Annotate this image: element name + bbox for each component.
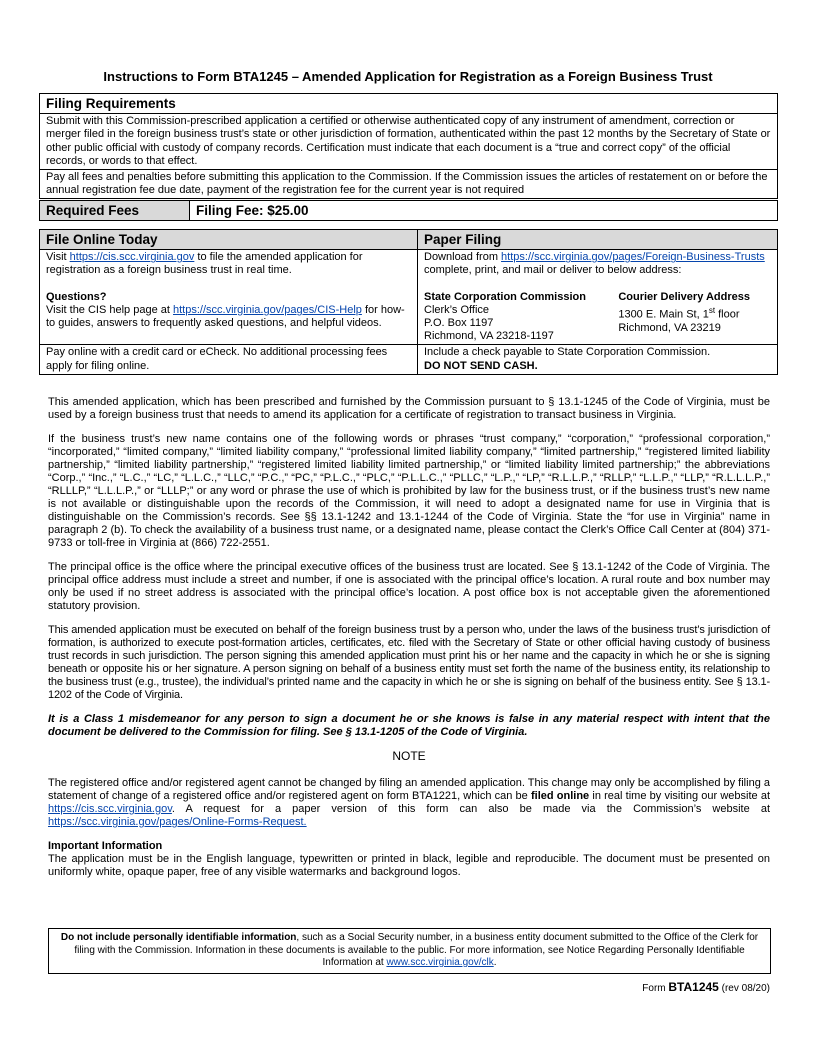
body-paragraph: This amended application must be executed on behalf of the foreign business trust by a person who, under the laws of the business trust’s jurisdiction of formation, is authorized to execute post-formation articles, certificates, etc. filed with the Secretary of State or other official having custody of business trust records in such jurisdiction. The person signing this amended application must print his or her name and the capacity in which he or she is signing beneath or opposite his or her signature. A person signing on behalf of a business entity must set forth the name of the business entity, its relationship to the business trust (e.g., trustee), the individual’s printed name and the capacity in which he or she is signing on behalf of the business entity. See § 13.1-1202 of the Code of Virginia. <box>48 624 770 701</box>
page-title: Instructions to Form BTA1245 – Amended Application for Registration as a Foreign Business Trust <box>103 69 713 84</box>
online-visit-text: Visit https://cis.scc.virginia.gov to file the amended application for registration as a foreign business trust in real time. <box>46 251 363 277</box>
filing-requirements-text-2: Pay all fees and penalties before submitting this application to the Commission. If the Commission issues the articles of restatement on or before the annual registration fee due date, payment of the registration fee for the current year is not required <box>40 170 778 199</box>
filing-fee-value: Filing Fee: $25.00 <box>190 201 778 221</box>
paper-download-link[interactable]: https://scc.virginia.gov/pages/Foreign-Business-Trusts <box>501 251 765 264</box>
paper-filing-header: Paper Filing <box>418 230 778 250</box>
clk-link[interactable]: www.scc.virginia.gov/clk <box>386 957 494 968</box>
courier-line: 1300 E. Main St, 1st floor <box>618 305 740 321</box>
important-info <box>48 840 770 879</box>
courier-address-title: Courier Delivery Address <box>618 290 750 303</box>
mailing-line: P.O. Box 1197 <box>424 317 494 330</box>
cis-link[interactable]: https://cis.scc.virginia.gov <box>69 251 195 264</box>
misdemeanor-warning: It is a Class 1 misdemeanor for any person to sign a document he or she knows is false in any material respect with intent that the document be delivered to the Commission for filing. See § 13.1-1205 of the Code of Virginia. <box>48 713 770 738</box>
mailing-address-title: State Corporation Commission <box>424 290 586 303</box>
note-paragraph: The registered office and/or registered agent cannot be changed by filing an amended application. This change may only be accomplished by filing a statement of change of a registered office and/or registered agent on form BTA1221, which can be filed online in real time by visiting our website at https://cis.scc.virginia.gov. A request for a paper version of this form can also be made via the Commission’s website at https://scc.virginia.gov/pages/Online-Forms-Request. <box>48 777 771 828</box>
form-number: BTA1245 <box>668 980 719 994</box>
forms-request-link[interactable]: https://scc.virginia.gov/pages/Online-Forms-Request. <box>48 816 307 828</box>
instructions-body <box>48 396 770 879</box>
cis-website-link[interactable]: https://cis.scc.virginia.gov <box>48 803 172 815</box>
paper-filing-details <box>418 250 778 345</box>
no-cash-warning: DO NOT SEND CASH. <box>424 359 538 372</box>
fees-table <box>39 200 778 221</box>
online-payment-text: Pay online with a credit card or eCheck. No additional processing fees apply for filing online. <box>40 345 418 374</box>
important-text: The application must be in the English language, typewritten or printed in black, legible and reproducible. The document must be presented on uniformly white, opaque paper, free of any visible watermarks and background logos. <box>48 853 770 878</box>
questions-title: Questions? <box>46 290 107 303</box>
form-footer: Form BTA1245 (rev 08/20) <box>642 980 770 994</box>
file-online-header: File Online Today <box>40 230 418 250</box>
body-paragraph: If the business trust’s new name contains one of the following words or phrases “trust company,” “corporation,” “professional corporation,” “incorporated,” “limited company,” “limited liability company,” “professional limited liability company,” “limited partnership,” “registered limited liability partnership,” “limited liability partnership,” “registered limited liability limited partnership,” or “limited liability limited partnership;” the abbreviations “Corp.,” “Inc.,” “L.C.,” “LC,” “L.L.C.,” “LLC,” “P.C.,” “PC,” “P.L.C.,” “PLC,” “P.L.L.C.,” “PLLC,” “L.P.,” “LP,” “R.L.L.P.,” “RLLP,” “L.L.P.,” “LLP,” “R.L.L.L.P.,” “RLLLP,” “L.L.L.P.,” or “LLLP;” or any word or phrase the use of which is prohibited by law for the business trust, or if the business trust’s new name is not available or distinguishable upon the records of the Commission, it will need to adopt a designated name for use in Virginia that is distinguishable on the Commission’s records. See §§ 13.1-1242 and 13.1-1244 of the Code of Virginia. State the “for use in Virginia” name in paragraph 2 (b). To check the availability of a business trust name, or a designated name, please contact the Clerk’s Office Call Center at (804) 371-9733 or toll-free in Virginia at (866) 722-2551. <box>48 433 770 549</box>
required-fees-label: Required Fees <box>40 201 190 221</box>
paper-payment-text: Include a check payable to State Corporation Commission. DO NOT SEND CASH. <box>418 345 778 374</box>
paper-download-text: Download from https://scc.virginia.gov/pages/Foreign-Business-Trusts complete, print, and mail or deliver to below address: <box>424 251 765 277</box>
body-paragraph: The principal office is the office where the principal executive offices of the business trust are located. See § 13.1-1242 of the Code of Virginia. The principal office address must include a street and number, if one is associated with the principal office’s location. A rural route and box number may only be used if no street address is associated with the principal office’s location. A post office box is not acceptable given the aforementioned statutory provision. <box>48 561 770 612</box>
mailing-address <box>424 291 591 344</box>
cis-help-link[interactable]: https://scc.virginia.gov/pages/CIS-Help <box>173 303 362 316</box>
important-title: Important Information <box>48 840 163 852</box>
filing-requirements-header: Filing Requirements <box>40 94 778 114</box>
body-paragraph: This amended application, which has been prescribed and furnished by the Commission pursuant to § 13.1-1245 of the Code of Virginia, must be used by a foreign business trust that needs to amend its application for a certificate of registration to transact business in Virginia. <box>48 396 770 421</box>
courier-line: Richmond, VA 23219 <box>618 321 721 334</box>
mailing-line: Clerk’s Office <box>424 303 490 316</box>
courier-address <box>618 291 771 344</box>
mailing-line: Richmond, VA 23218-1197 <box>424 330 554 343</box>
filing-requirements-text-1: Submit with this Commission-prescribed application a certified or otherwise authenticated copy of any instrument of amendment, correction or merger filed in the foreign business trust’s state or other jurisdiction of formation, authenticated within the past 12 months by the Secretary of State or other public official with custody of company records. Certification must indicate that each document is a “true and correct copy” of the official records, or words to that effect. <box>40 114 778 170</box>
filing-methods-table <box>39 229 778 375</box>
filing-requirements-table <box>39 93 778 199</box>
pii-notice: Do not include personally identifiable information, such as a Social Security number, in a business entity document submitted to the Office of the Clerk for filing with the Commission. Information in these documents is available to the public. For more information, see Notice Regarding Personally Identifiable Information at www.scc.virginia.gov/clk. <box>48 928 771 974</box>
note-title: NOTE <box>392 749 426 763</box>
file-online-details <box>40 250 418 345</box>
online-help-text: Visit the CIS help page at https://scc.virginia.gov/pages/CIS-Help for how-to guides, answers to frequently asked questions, and helpful videos. <box>46 303 405 330</box>
